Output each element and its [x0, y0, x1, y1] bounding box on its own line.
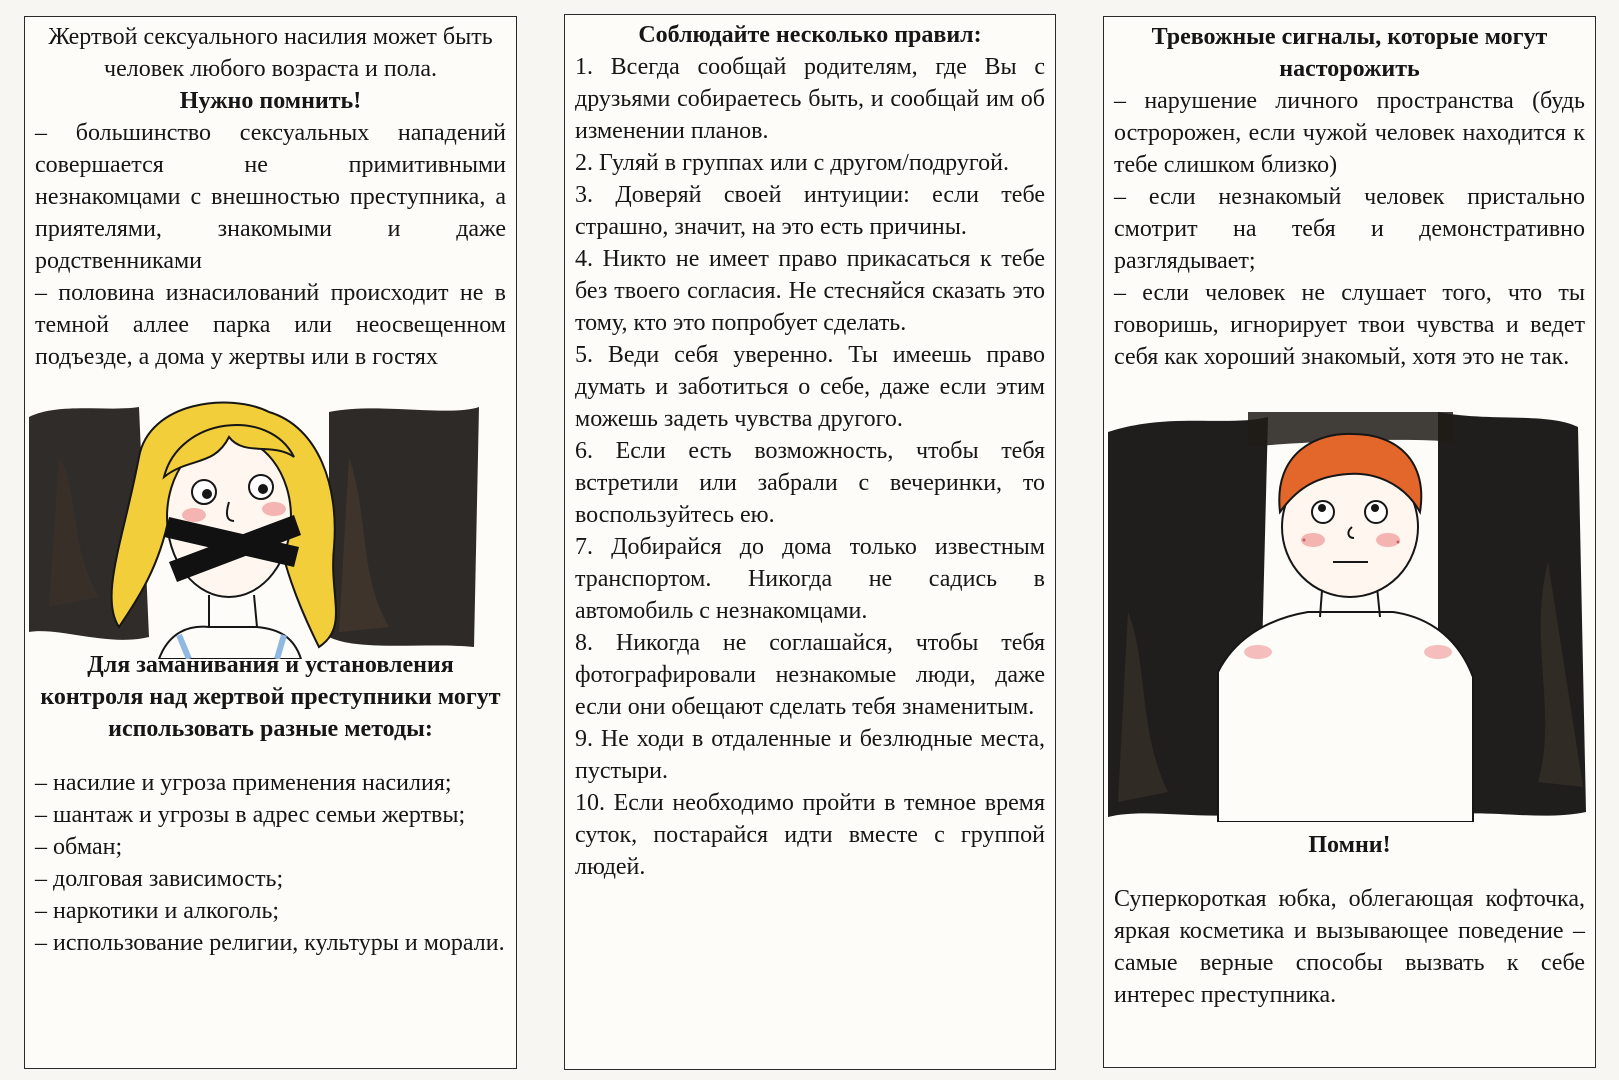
boy-illustration-svg — [1108, 412, 1591, 822]
methods-item: – насилие и угроза применения насилия; — [35, 770, 452, 796]
rule-item: 4. Никто не имеет право прикасаться к тебе без твоего согласия. Не стесняйся сказать это тому, кто это попробует сделать. — [575, 246, 1045, 336]
methods-block — [35, 649, 506, 959]
rule-item: 1. Всегда сообщай родителям, где Вы с друзьями собираетесь быть, и сообщай им об изменении планов. — [575, 54, 1045, 144]
rule-item: 2. Гуляй в группах или с другом/подругой. — [575, 150, 1009, 176]
remember-item: – большинство сексуальных нападений совершается не примитивными незнакомцами с внешностью преступника, а приятелями, знакомыми и даже родственниками — [35, 120, 506, 274]
rule-item: 10. Если необходимо пройти в темное время суток, постарайся идти вместе с группой людей. — [575, 790, 1045, 880]
signal-item: – если человек не слушает того, что ты говоришь, игнорирует твои чувства и ведет себя как хороший знакомый, хотя это не так. — [1114, 280, 1585, 370]
rule-item: 5. Веди себя уверенно. Ты имеешь право думать и заботиться о себе, даже если этим можешь задеть чувства другого. — [575, 342, 1045, 432]
rule-item: 6. Если есть возможность, чтобы тебя встретили или забрали с вечеринки, то воспользуйтесь ею. — [575, 438, 1045, 528]
panel-middle — [564, 14, 1056, 1070]
panel-right — [1103, 16, 1596, 1068]
methods-item: – использование религии, культуры и морали. — [35, 930, 505, 956]
signals-heading: Тревожные сигналы, которые могут насторожить — [1151, 24, 1548, 82]
methods-item: – наркотики и алкоголь; — [35, 898, 280, 924]
remember-text: Суперкороткая юбка, облегающая кофточка, яркая косметика и вызывающее поведение – самые верные способы вызвать к себе интерес преступника. — [1114, 886, 1585, 1008]
intro-text: Жертвой сексуального насилия может быть человек любого возраста и пола. — [48, 24, 493, 82]
methods-heading: Для заманивания и установления контроля над жертвой преступники могут использовать разные методы: — [40, 652, 501, 742]
methods-item: – обман; — [35, 834, 123, 860]
illustration-boy-dark-background — [1108, 412, 1591, 822]
rules-block — [575, 19, 1045, 883]
illustration-girl-taped-mouth — [29, 397, 512, 659]
rule-item: 9. Не ходи в отдаленные и безлюдные места, пустыри. — [575, 726, 1045, 784]
remember-item: – половина изнасилований происходит не в темной аллее парка или неосвещенном подъезде, а дома у жертвы или в гостях — [35, 280, 506, 370]
methods-item: – долговая зависимость; — [35, 866, 284, 892]
panel-left — [24, 16, 517, 1069]
remember-heading: Помни! — [1308, 832, 1391, 858]
rule-item: 7. Добирайся до дома только известным транспортом. Никогда не садись в автомобиль с незнакомцами. — [575, 534, 1045, 624]
remember-block — [1114, 829, 1585, 1011]
rule-item: 8. Никогда не соглашайся, чтобы тебя фотографировали незнакомые люди, даже если они обещают сделать тебя знаменитым. — [575, 630, 1045, 720]
intro-block — [35, 21, 506, 373]
signal-item: – если незнакомый человек пристально смотрит на тебя и демонстративно разглядывает; — [1114, 184, 1585, 274]
signals-block — [1114, 21, 1585, 373]
signal-item: – нарушение личного пространства (будь остророжен, если чужой человек находится к тебе слишком близко) — [1114, 88, 1585, 178]
rule-item: 3. Доверяй своей интуиции: если тебе страшно, значит, на это есть причины. — [575, 182, 1045, 240]
methods-item: – шантаж и угрозы в адрес семьи жертвы; — [35, 802, 466, 828]
girl-illustration-svg — [29, 397, 512, 659]
rules-heading: Соблюдайте несколько правил: — [638, 22, 982, 48]
remember-heading: Нужно помнить! — [179, 88, 362, 114]
